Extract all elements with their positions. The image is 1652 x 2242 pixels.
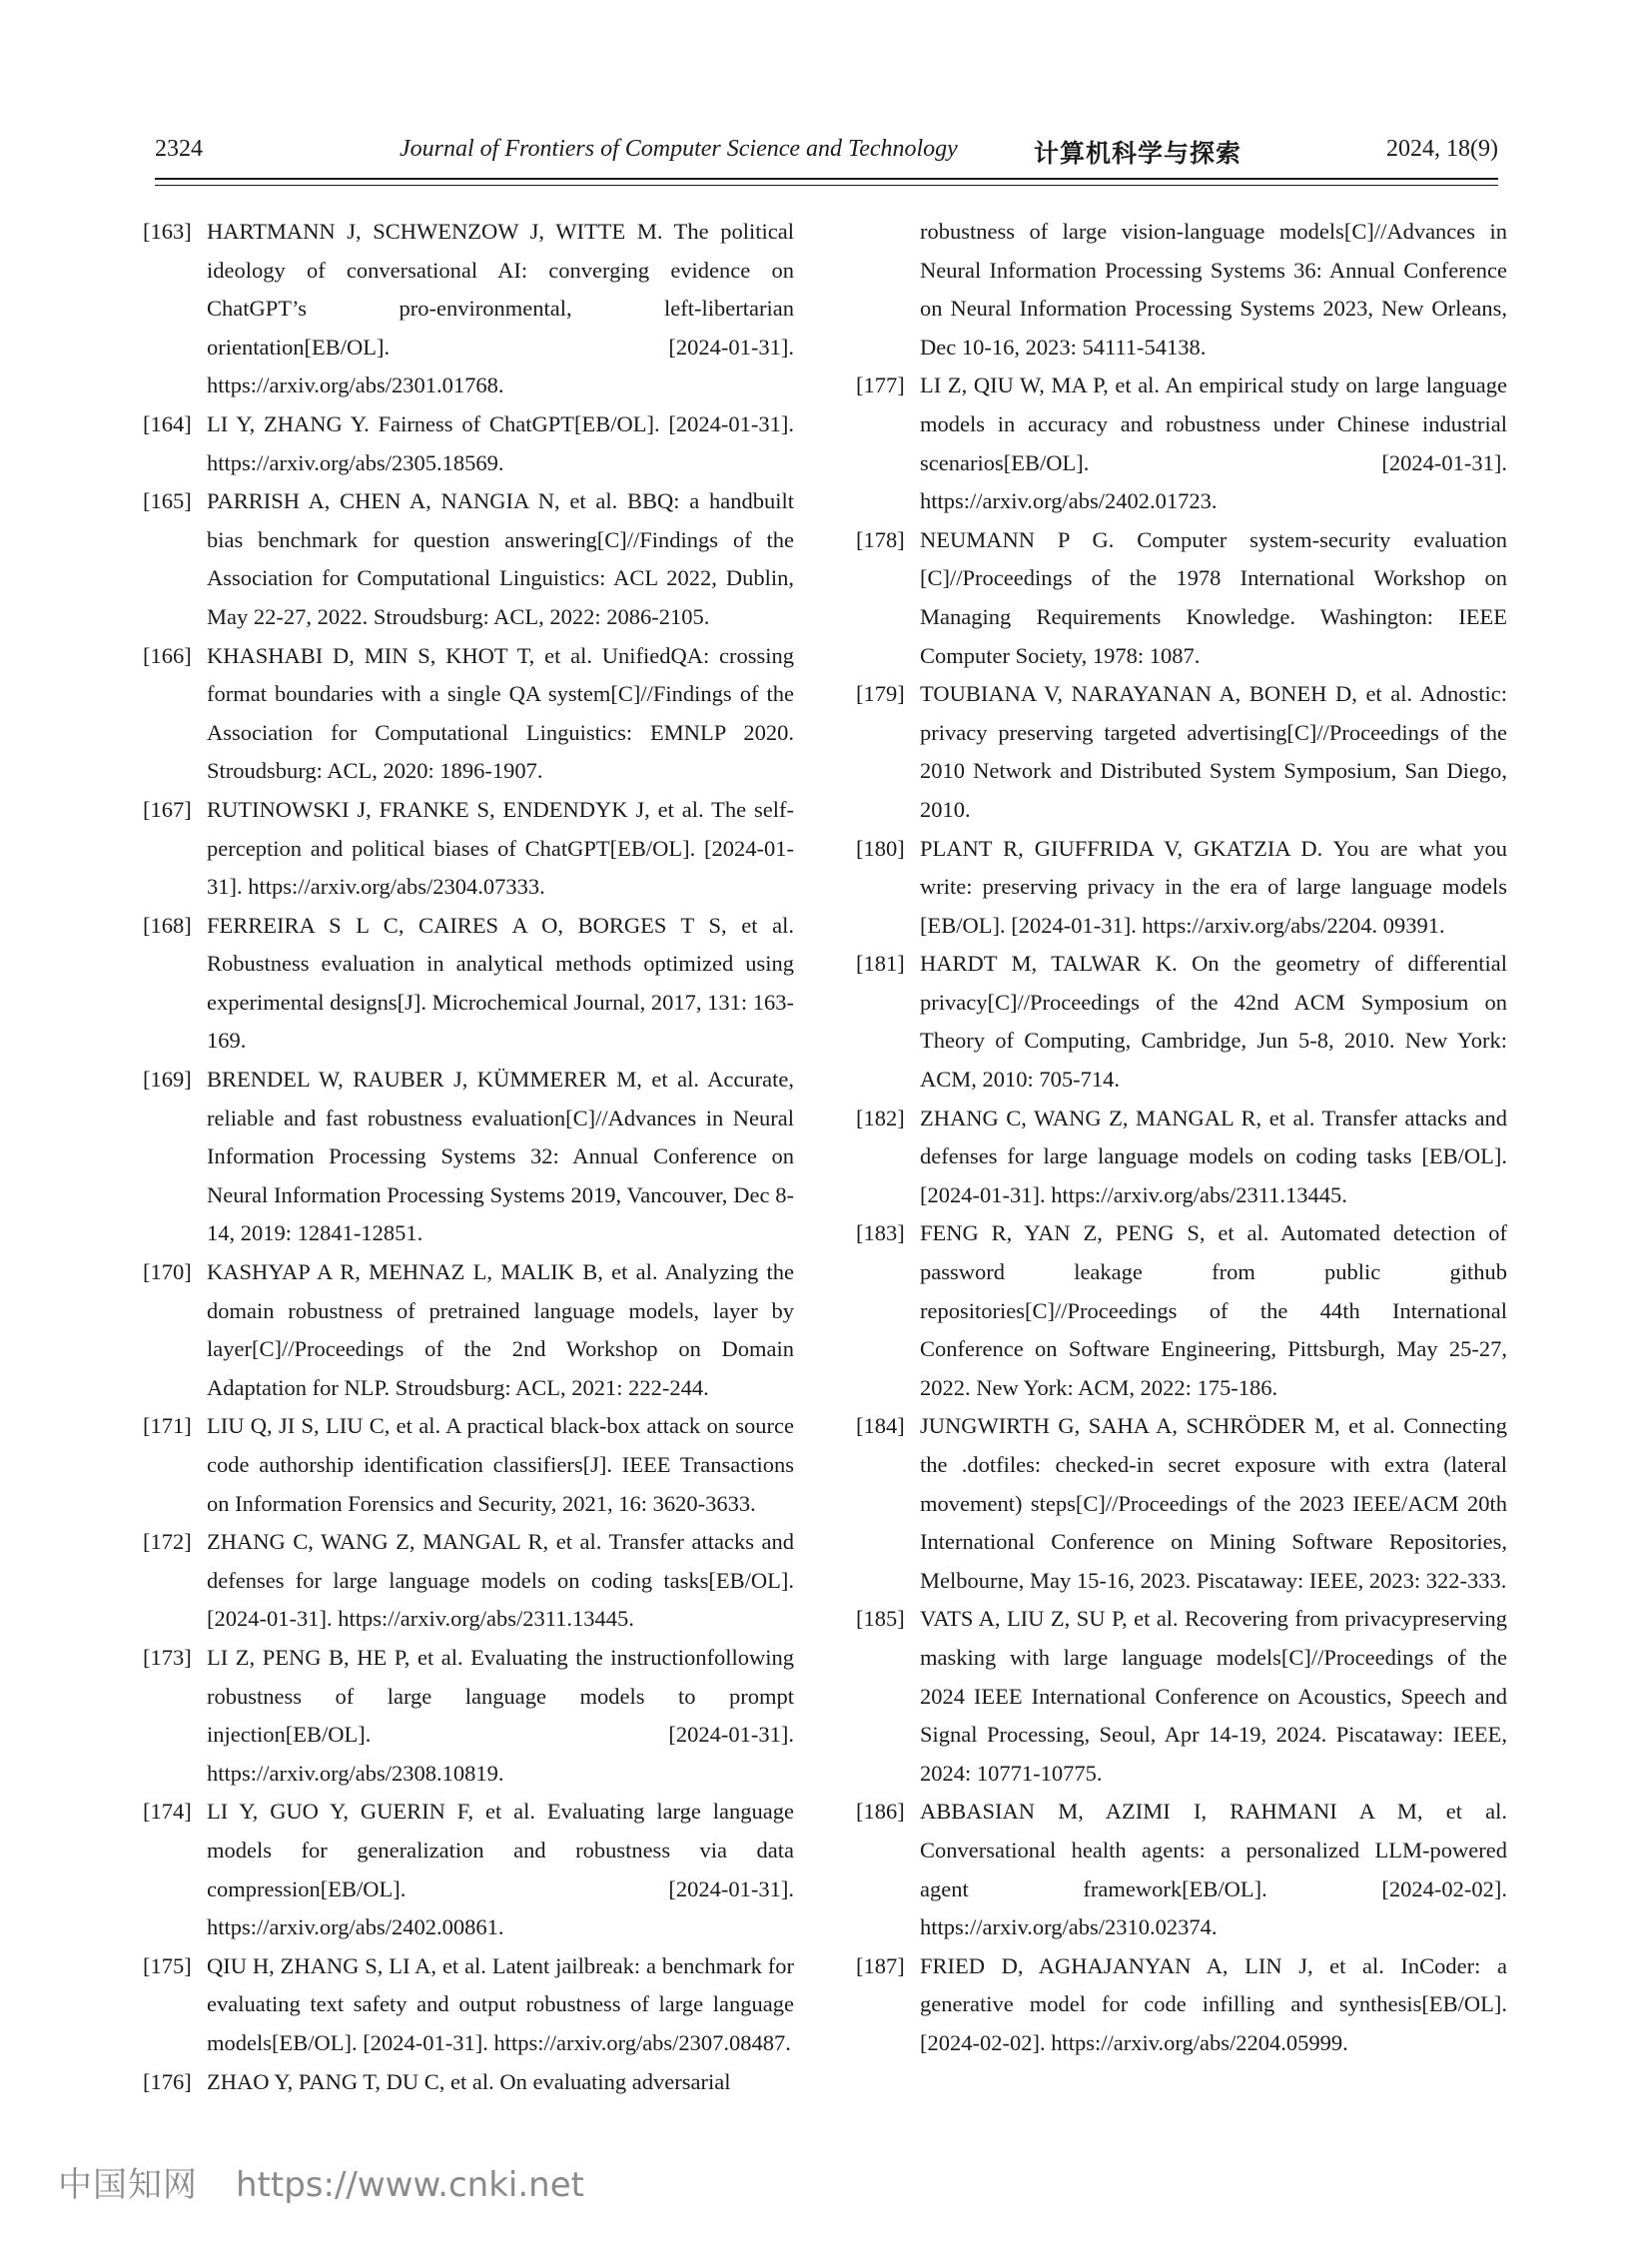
reference-number: [169] [143,1067,192,1093]
journal-title-en: Journal of Frontiers of Computer Science and Technology [400,136,958,162]
reference-text: LI Y, GUO Y, GUERIN F, et al. Evaluating large language models for generalization and robustness via data compression[EB/OL]. [2024-01-31]. https://arxiv.org/abs/2402.00861. [207,1799,794,1940]
reference-item [143,791,794,907]
reference-text: LIU Q, JI S, LIU C, et al. A practical black-box attack on source code authorship identification classifiers[J]. IEEE Transactions on Information Forensics and Security, 2021, 16: 3620-3633. [207,1413,794,1516]
reference-item [143,1793,794,1946]
reference-number: [164] [143,410,192,436]
reference-number: [185] [856,1606,905,1632]
reference-text: ZHANG C, WANG Z, MANGAL R, et al. Transfer attacks and defenses for large language models on coding tasks [EB/OL]. [2024-01-31]. https://arxiv.org/abs/2311.13445. [920,1105,1507,1207]
reference-number: [163] [143,219,192,244]
reference-number: [166] [143,642,192,668]
reference-text: FERREIRA S L C, CAIRES A O, BORGES T S, et al. Robustness evaluation in analytical methods optimized using experimental designs[J]. Microchemical Journal, 2017, 131: 163-169. [207,912,794,1054]
reference-number: [186] [856,1799,905,1825]
reference-number: [179] [856,681,905,707]
reference-item [143,1523,794,1639]
reference-item [143,1253,794,1407]
reference-item [143,1639,794,1793]
reference-text: KASHYAP A R, MEHNAZ L, MALIK B, et al. Analyzing the domain robustness of pretrained language models, layer by layer[C]//Proceedings of the 2nd Workshop on Domain Adaptation for NLP. Stroudsburg: ACL, 2021: 222-244. [207,1259,794,1400]
reference-number: [187] [856,1952,905,1978]
reference-item [143,2063,794,2102]
reference-text: FRIED D, AGHAJANYAN A, LIN J, et al. InCoder: a generative model for code infilling and synthesis[EB/OL]. [2024-02-02]. https://arxiv.org/abs/2204.05999. [920,1952,1507,2055]
right-column [856,213,1507,2063]
reference-number: [165] [143,488,192,514]
reference-text: LI Y, ZHANG Y. Fairness of ChatGPT[EB/OL]. [2024-01-31]. https://arxiv.org/abs/2305.18569. [207,410,794,475]
reference-text: ABBASIAN M, AZIMI I, RAHMANI A M, et al. Conversational health agents: a personalized LLM-powered agent framework[EB/OL]. [2024-02-02]. https://arxiv.org/abs/2310.02374. [920,1799,1507,1940]
reference-item [143,907,794,1061]
reference-item [856,1947,1507,2063]
left-column [143,213,794,2101]
reference-text: PLANT R, GIUFFRIDA V, GKATZIA D. You are what you write: preserving privacy in the era of large language models [EB/OL]. [2024-01-31]. https://arxiv.org/abs/2204. 09391. [920,835,1507,938]
reference-text: PARRISH A, CHEN A, NANGIA N, et al. BBQ: a handbuilt bias benchmark for question answering[C]//Findings of the Association for Computational Linguistics: ACL 2022, Dublin, May 22-27, 2022. Stroudsburg: ACL, 2022: 2086-2105. [207,488,794,629]
reference-number: [170] [143,1259,192,1285]
reference-item [143,482,794,636]
reference-number: [175] [143,1952,192,1978]
reference-text: HARDT M, TALWAR K. On the geometry of differential privacy[C]//Proceedings of the 42nd ACM Symposium on Theory of Computing, Cambridge, Jun 5-8, 2010. New York: ACM, 2010: 705-714. [920,951,1507,1093]
reference-number: [182] [856,1105,905,1130]
reference-item [143,1947,794,2063]
reference-number: [168] [143,912,192,938]
journal-title-cn: 计算机科学与探索 [1034,139,1242,168]
watermark-url: https://www.cnki.net [236,2165,584,2205]
reference-number: [177] [856,373,905,398]
reference-item [856,1407,1507,1600]
reference-text: KHASHABI D, MIN S, KHOT T, et al. UnifiedQA: crossing format boundaries with a single QA system[C]//Findings of the Association for Computational Linguistics: EMNLP 2020. Stroudsburg: ACL, 2020: 1896-1907. [207,642,794,784]
reference-text: FENG R, YAN Z, PENG S, et al. Automated detection of password leakage from public github repositories[C]//Proceedings of the 44th International Conference on Software Engineering, Pittsburgh, May 25-27, 2022. New York: ACM, 2022: 175-186. [920,1220,1507,1400]
reference-item [856,1100,1507,1215]
reference-number: [178] [856,526,905,552]
reference-number: [171] [143,1413,192,1439]
reference-text: NEUMANN P G. Computer system-security evaluation [C]//Proceedings of the 1978 International Workshop on Managing Requirements Knowledge. Washington: IEEE Computer Society, 1978: 1087. [920,526,1507,668]
reference-continuation [856,213,1507,367]
page-header [155,136,1498,176]
reference-text: ZHAO Y, PANG T, DU C, et al. On evaluating adversarial [207,2068,731,2094]
reference-text: robustness of large vision-language models[C]//Advances in Neural Information Processing Systems 36: Annual Conference on Neural Information Processing Systems 2023, New Orleans, Dec 10-16, 2023: 54111-54138. [920,219,1507,360]
reference-text: TOUBIANA V, NARAYANAN A, BONEH D, et al. Adnostic: privacy preserving targeted advertising[C]//Proceedings of the 2010 Network and Distributed System Symposium, San Diego, 2010. [920,681,1507,822]
reference-item [143,637,794,791]
reference-text: HARTMANN J, SCHWENZOW J, WITTE M. The political ideology of conversational AI: converging evidence on ChatGPT’s pro-environmental, left-libertarian orientation[EB/OL]. [2024-01-31]. https://arxiv.org/abs/2301.01768. [207,219,794,398]
reference-item [143,405,794,482]
reference-item [856,830,1507,946]
reference-item [143,1407,794,1523]
reference-number: [174] [143,1799,192,1825]
reference-item [856,945,1507,1099]
reference-item [856,1214,1507,1407]
issue-info: 2024, 18(9) [1386,136,1498,162]
reference-number: [172] [143,1529,192,1555]
reference-text: QIU H, ZHANG S, LI A, et al. Latent jailbreak: a benchmark for evaluating text safety and output robustness of large language models[EB/OL]. [2024-01-31]. https://arxiv.org/abs/2307.08487. [207,1952,794,2055]
reference-text: JUNGWIRTH G, SAHA A, SCHRÖDER M, et al. Connecting the .dotfiles: checked-in secret exposure with extra (lateral movement) steps[C]//Proceedings of the 2023 IEEE/ACM 20th International Conference on Mining Software Repositories, Melbourne, May 15-16, 2023. Piscataway: IEEE, 2023: 322-333. [920,1413,1507,1593]
reference-text: LI Z, PENG B, HE P, et al. Evaluating the instructionfollowing robustness of large language models to prompt injection[EB/OL]. [2024-01-31]. https://arxiv.org/abs/2308.10819. [207,1644,794,1786]
reference-text: RUTINOWSKI J, FRANKE S, ENDENDYK J, et al. The self-perception and political biases of ChatGPT[EB/OL]. [2024-01-31]. https://arxiv.org/abs/2304.07333. [207,796,794,900]
reference-number: [173] [143,1644,192,1670]
reference-text: LI Z, QIU W, MA P, et al. An empirical study on large language models in accuracy and robustness under Chinese industrial scenarios[EB/OL]. [2024-01-31]. https://arxiv.org/abs/2402.01723. [920,373,1507,514]
reference-number: [181] [856,951,905,977]
reference-item [856,675,1507,829]
reference-item [143,1061,794,1253]
reference-item [143,213,794,405]
watermark-cnki-name: 中国知网 [58,2165,198,2205]
reference-item [856,1600,1507,1793]
reference-number: [176] [143,2068,192,2094]
header-rule-thin [155,185,1498,186]
watermark [58,2157,584,2206]
reference-text: BRENDEL W, RAUBER J, KÜMMERER M, et al. Accurate, reliable and fast robustness evaluation[C]//Advances in Neural Information Processing Systems 32: Annual Conference on Neural Information Processing Systems 2019, Vancouver, Dec 8-14, 2019: 12841-12851. [207,1067,794,1246]
reference-number: [180] [856,835,905,861]
reference-item [856,367,1507,520]
header-rule-thick [155,178,1498,180]
reference-number: [184] [856,1413,905,1439]
reference-text: ZHANG C, WANG Z, MANGAL R, et al. Transfer attacks and defenses for large language models on coding tasks[EB/OL]. [2024-01-31]. https://arxiv.org/abs/2311.13445. [207,1529,794,1632]
reference-text: VATS A, LIU Z, SU P, et al. Recovering from privacypreserving masking with large language models[C]//Proceedings of the 2024 IEEE International Conference on Acoustics, Speech and Signal Processing, Seoul, Apr 14-19, 2024. Piscataway: IEEE, 2024: 10771-10775. [920,1606,1507,1786]
reference-item [856,521,1507,675]
reference-number: [183] [856,1220,905,1246]
page-number: 2324 [155,136,203,162]
reference-item [856,1793,1507,1946]
reference-number: [167] [143,796,192,822]
